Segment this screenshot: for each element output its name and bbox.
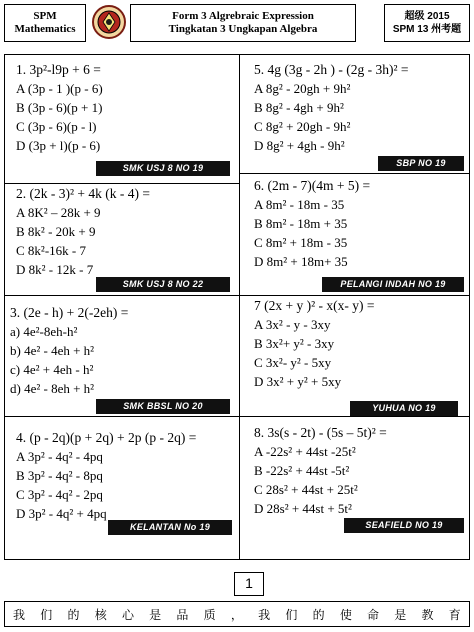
motto-char: 们 xyxy=(285,607,298,622)
source-label: KELANTAN No 19 xyxy=(108,520,232,535)
option-d: D 28s² + 44st + 5t² xyxy=(254,501,352,516)
source-label: SMK USJ 8 NO 22 xyxy=(96,277,230,292)
question-stem: 1. 3p²-l9p + 6 = xyxy=(16,62,101,77)
question-1 xyxy=(16,60,103,155)
page-number: 1 xyxy=(234,572,264,596)
subject-line-1: SPM xyxy=(33,10,57,22)
school-crest-icon xyxy=(92,4,126,40)
option-d: D (3p + l)(p - 6) xyxy=(16,138,101,153)
question-stem: 2. (2k - 3)² + 4k (k - 4) = xyxy=(16,186,150,201)
question-3 xyxy=(10,303,128,398)
question-stem: 5. 4g (3g - 2h ) - (2g - 3h)² = xyxy=(254,62,409,77)
motto-char: 是 xyxy=(394,607,407,622)
subject-box xyxy=(4,4,86,42)
option-d: D 8g² + 4gh - 9h² xyxy=(254,138,345,153)
question-4 xyxy=(16,428,196,523)
option-b: B 8k² - 20k + 9 xyxy=(16,224,96,239)
option-a: A 3p² - 4q² - 4pq xyxy=(16,449,103,464)
question-stem: 4. (p - 2q)(p + 2q) + 2p (p - 2q) = xyxy=(16,430,197,445)
option-b: B 8m² - 18m + 35 xyxy=(254,216,348,231)
series-line-2: SPM 13 州考题 xyxy=(392,24,462,35)
topic-line-1: Form 3 Algrebraic Expression xyxy=(172,10,314,22)
option-c: C (3p - 6)(p - l) xyxy=(16,119,97,134)
option-c: C 3p² - 4q² - 2pq xyxy=(16,487,103,502)
option-a: A 3x² - y - 3xy xyxy=(254,317,331,332)
motto-char: 教 xyxy=(421,607,434,622)
source-label: YUHUA NO 19 xyxy=(350,401,458,416)
option-a: a) 4e²-8eh-h² xyxy=(10,324,78,339)
option-b: B 8g² - 4gh + 9h² xyxy=(254,100,344,115)
option-c: C 3x²- y² - 5xy xyxy=(254,355,332,370)
motto-char: 质 xyxy=(203,607,216,622)
option-d: d) 4e² - 8eh + h² xyxy=(10,381,95,396)
option-c: C 8k²-16k - 7 xyxy=(16,243,86,258)
question-7 xyxy=(254,296,375,391)
motto-char: 们 xyxy=(40,607,53,622)
motto-char: 命 xyxy=(367,607,380,622)
source-label: SMK BBSL NO 20 xyxy=(96,399,230,414)
option-d: D 3p² - 4q² + 4pq xyxy=(16,506,107,521)
motto-char: ， xyxy=(230,607,243,622)
question-8 xyxy=(254,423,387,518)
option-a: A -22s² + 44st -25t² xyxy=(254,444,356,459)
option-b: b) 4e² - 4eh + h² xyxy=(10,343,95,358)
question-stem: 7 (2x + y )² - x(x- y) = xyxy=(254,298,375,313)
question-2 xyxy=(16,184,150,279)
source-label: SMK USJ 8 NO 19 xyxy=(96,161,230,176)
series-box xyxy=(384,4,470,42)
motto-footer xyxy=(4,601,470,627)
option-a: A 8K² – 28k + 9 xyxy=(16,205,101,220)
option-c: C 28s² + 44st + 25t² xyxy=(254,482,358,497)
question-stem: 8. 3s(s - 2t) - (5s – 5t)² = xyxy=(254,425,387,440)
motto-char: 我 xyxy=(13,607,26,622)
option-a: A 8m² - 18m - 35 xyxy=(254,197,345,212)
option-a: A (3p - 1 )(p - 6) xyxy=(16,81,103,96)
motto-char: 我 xyxy=(258,607,271,622)
motto-char: 心 xyxy=(121,607,134,622)
motto-char: 品 xyxy=(176,607,189,622)
option-c: C 8m² + 18m - 35 xyxy=(254,235,348,250)
option-d: D 3x² + y² + 5xy xyxy=(254,374,342,389)
option-d: D 8m² + 18m+ 35 xyxy=(254,254,348,269)
motto-char: 是 xyxy=(149,607,162,622)
option-b: B 3p² - 4q² - 8pq xyxy=(16,468,103,483)
topic-box xyxy=(130,4,356,42)
subject-line-2: Mathematics xyxy=(14,23,76,35)
option-c: C 8g² + 20gh - 9h² xyxy=(254,119,351,134)
source-label: PELANGI INDAH NO 19 xyxy=(322,277,464,292)
motto-char: 的 xyxy=(67,607,80,622)
option-d: D 8k² - 12k - 7 xyxy=(16,262,94,277)
question-6 xyxy=(254,176,370,271)
source-label: SEAFIELD NO 19 xyxy=(344,518,464,533)
option-c: c) 4e² + 4eh - h² xyxy=(10,362,94,377)
option-b: B -22s² + 44st -5t² xyxy=(254,463,350,478)
motto-char: 核 xyxy=(94,607,107,622)
source-label: SBP NO 19 xyxy=(378,156,464,171)
question-5 xyxy=(254,60,409,155)
option-b: B (3p - 6)(p + 1) xyxy=(16,100,103,115)
motto-char: 育 xyxy=(448,607,461,622)
motto-char: 的 xyxy=(312,607,325,622)
topic-line-2: Tingkatan 3 Ungkapan Algebra xyxy=(168,23,318,35)
question-stem: 6. (2m - 7)(4m + 5) = xyxy=(254,178,371,193)
option-b: B 3x²+ y² - 3xy xyxy=(254,336,335,351)
series-line-1: 超级 2015 xyxy=(404,11,450,22)
option-a: A 8g² - 20gh + 9h² xyxy=(254,81,351,96)
motto-char: 使 xyxy=(339,607,352,622)
question-stem: 3. (2e - h) + 2(-2eh) = xyxy=(10,305,129,320)
